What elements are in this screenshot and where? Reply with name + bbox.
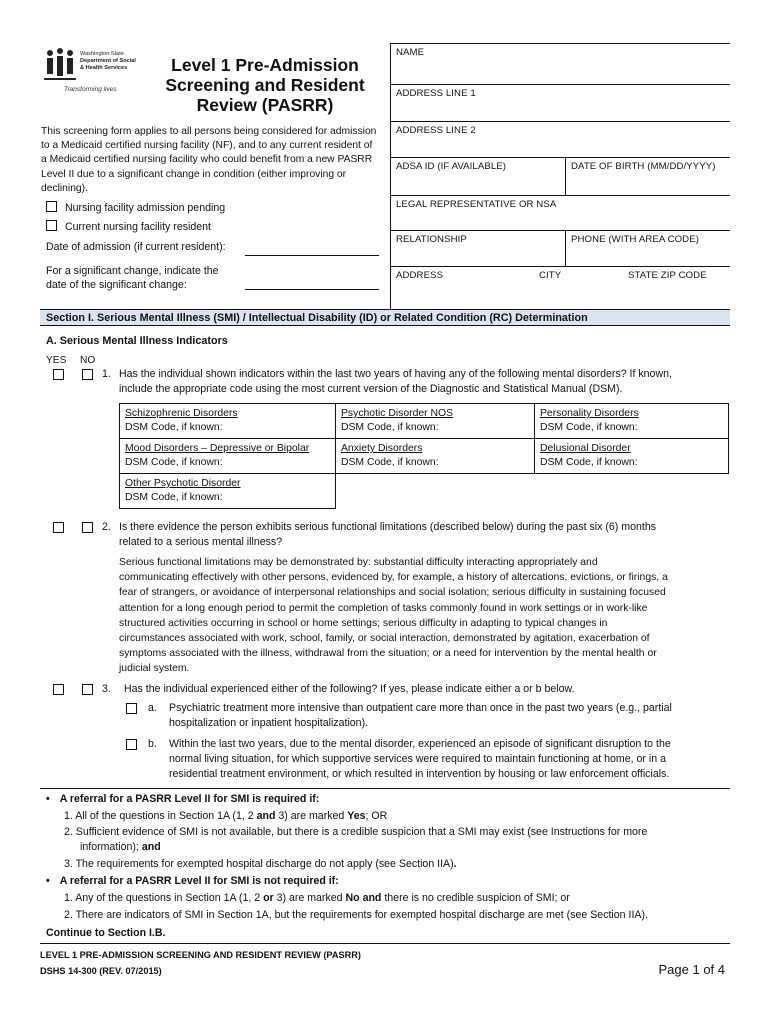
empty-cell [535,474,729,509]
not-required-item-1 [64,891,570,906]
continue-instruction: Continue to Section I.B. [46,927,166,939]
personality-label: Personality Disorders [540,408,639,419]
address-line-1-field[interactable] [390,84,730,121]
required-item-2 [64,825,724,855]
dsm-code-label: DSM Code, if known: [540,422,638,433]
req3-dot: . [453,858,457,870]
required-item-1 [64,809,387,824]
q3a-checkbox[interactable] [126,703,137,714]
q3-text: Has the individual experienced either of the following? If yes, please indicate either a or b below. [124,683,575,695]
significant-change-label [46,264,219,292]
nr1-pre: 1. Any of the questions in Section 1A (1, 2 [64,892,264,904]
q1-text-line-2: include the appropriate code using the most current version of the Diagnostic and Statistical Manual (DSM). [119,383,623,395]
option-admission-pending[interactable] [46,201,225,215]
q1-text-line-1: Has the individual shown indicators within the last two years of having any of the following mental disorders? If known, [119,368,672,380]
nr1-post: there is no credible suspicion of SMI; or [381,892,570,904]
admission-pending-label: Nursing facility admission pending [64,202,226,214]
q2-text [119,520,729,550]
delusional-cell[interactable] [535,439,729,474]
intro-paragraph: This screening form applies to all persons being considered for admission to a Medicaid certified nursing facility (NF), and to any current resident of a Medicaid certified nursing facility who could benefit from a new PASRR Level II due to a significant change in condition (either improving or declining). [41,126,377,194]
footer-form-title: LEVEL 1 PRE-ADMISSION SCREENING AND RESIDENT REVIEW (PASRR) [40,950,361,960]
req2-line-1: 2. Sufficient evidence of SMI is not available, but there is a credible suspicion that a SMI may exist (see Instructions for more [64,826,648,838]
logo-line-2: Department of Social [80,58,136,64]
req2-line-2-pre: information); [80,841,142,853]
referral-not-required-heading [46,874,339,889]
q3a-line-1: Psychiatric treatment more intensive than outpatient care more than once in the past two years (e.g., partial [169,702,672,714]
dshs-figures-icon [44,48,76,84]
limitations-line: judicial system. [119,663,190,675]
dsm-code-label: DSM Code, if known: [341,457,439,468]
limitations-line: attention for a long enough period to permit the completion of tasks commonly found in work settings or in work-like [119,602,648,614]
q2-number: 2. [102,521,111,533]
nr1-or: or [263,892,274,904]
dshs-logo [44,46,154,98]
logo-line-1: Washington State [80,51,124,57]
option-current-resident[interactable] [46,220,211,234]
dob-label: DATE OF BIRTH (MM/DD/YYYY) [571,161,716,172]
q3-yes-checkbox[interactable] [53,684,64,695]
req2-line-2 [64,840,724,855]
limitations-line: circumstances associated with work, school, family, or social interaction, demonstrated by agitation, exacerbation of [119,633,650,645]
address-line-2-field[interactable] [390,121,730,157]
anxiety-label: Anxiety Disorders [341,443,423,454]
logo-tagline: Transforming lives [64,86,117,93]
yes-column-header: YES [46,355,67,366]
significant-change-label-2: date of the significant change: [46,279,187,291]
req1-mid: 3) are marked [275,810,348,822]
dsm-code-label: DSM Code, if known: [540,457,638,468]
phone-label: PHONE (WITH AREA CODE) [571,234,699,245]
admission-pending-checkbox[interactable] [46,201,57,212]
referral-not-required-text: A referral for a PASRR Level II for SMI is not required if: [59,875,339,887]
req3-text: 3. The requirements for exempted hospital discharge do not apply (see Section IIA) [64,858,454,870]
form-title-line-2: Screening and Resident [165,75,365,95]
limitations-line: communicating effectively with other persons, evidenced by, for example, a history of altercations, evictions, or firings, a [119,572,668,584]
q3b-text [169,737,729,782]
significant-change-date-input[interactable] [245,289,379,290]
req1-post: ; OR [365,810,388,822]
current-resident-checkbox[interactable] [46,220,57,231]
q3a-text [169,701,729,731]
state-zip-label: STATE ZIP CODE [628,270,707,281]
other-psychotic-label: Other Psychotic Disorder [125,478,241,489]
empty-cell [336,474,535,509]
q3b-checkbox[interactable] [126,739,137,750]
limitations-line: symptoms associated with the illness, withdrawal from the situation; or a need for intervention by the mental health or [119,648,657,660]
referral-required-heading [46,792,319,807]
psychotic-nos-cell[interactable] [336,404,535,439]
current-resident-label: Current nursing facility resident [64,221,211,233]
q3b-line-3: residential treatment environment, or which resulted in intervention by housing or law enforcement officials. [169,768,670,780]
q1-number: 1. [102,368,111,380]
date-admission-input[interactable] [245,255,379,256]
footer-form-id: DSHS 14-300 (REV. 07/2015) [40,966,162,976]
significant-change-label-1: For a significant change, indicate the [46,265,219,277]
q3b-line-1: Within the last two years, due to the mental disorder, experienced an episode of significant disruption to the [169,738,671,750]
q3-no-checkbox[interactable] [82,684,93,695]
q3b-letter: b. [148,738,157,750]
mood-label: Mood Disorders – Depressive or Bipolar [125,443,310,454]
limitations-line: Serious functional limitations may be demonstrated by: substantial difficulty interacting appropriately and [119,557,598,568]
dsm-code-label: DSM Code, if known: [341,422,439,433]
logo-line-3: & Health Services [80,65,128,71]
q3-number: 3. [102,683,111,695]
city-label: CITY [539,270,562,281]
adsa-id-label: ADSA ID (IF AVAILABLE) [396,161,507,172]
anxiety-cell[interactable] [336,439,535,474]
required-item-3 [64,857,457,872]
q2-no-checkbox[interactable] [82,522,93,533]
address-line-2-label: ADDRESS LINE 2 [396,125,476,136]
referral-divider-bottom [40,943,730,944]
name-label: NAME [396,47,425,58]
form-title-line-1: Level 1 Pre-Admission [171,55,359,75]
address-field[interactable] [390,266,730,309]
limitations-line: fear of strangers, or avoidance of interpersonal relationships and social isolation; serious difficulty in sustaining focused [119,587,666,599]
referral-required-text: A referral for a PASRR Level II for SMI is required if: [59,793,320,805]
bullet-icon: • [46,793,50,805]
form-title [150,55,380,115]
section-1-header: Section I. Serious Mental Illness (SMI) / Intellectual Disability (ID) or Related Condition (RC) Determination [40,309,730,326]
schizophrenic-cell[interactable] [120,404,336,439]
req1-yes: Yes [347,810,366,822]
q3b-line-2: normal living situation, for which supportive services were required to maintain functioning at home, or in a [169,753,666,765]
phone-divider [565,230,566,266]
relationship-field[interactable] [390,230,565,266]
mental-disorders-table [119,403,729,509]
schizophrenic-label: Schizophrenic Disorders [125,408,238,419]
page-number: Page 1 of 4 [658,962,725,977]
address-line-1-label: ADDRESS LINE 1 [396,88,476,99]
name-field[interactable] [390,43,730,84]
subsection-a-title: A. Serious Mental Illness Indicators [46,335,228,347]
phone-field[interactable] [565,230,730,266]
bullet-icon: • [46,875,50,887]
personality-cell[interactable] [535,404,729,439]
q2-text-line-1: Is there evidence the person exhibits serious functional limitations (described below) during the past six (6) months [119,521,657,533]
limitations-line: structured activities occurring in school or home settings; serious difficulty in adapting to typical changes in [119,617,608,629]
functional-limitations-paragraph [119,555,731,677]
req1-and: and [256,810,276,822]
q3a-line-2: hospitalization or inpatient hospitalization). [169,717,369,729]
dsm-code-label: DSM Code, if known: [125,492,223,503]
q2-text-line-2: related to a serious mental illness? [119,536,283,548]
req2-and: and [141,841,161,853]
dob-divider [565,157,566,195]
no-column-header: NO [80,355,96,366]
not-required-item-2: 2. There are indicators of SMI in Section 1A, but the requirements for exempted hospital discharge are met (see Section IIA). [64,909,648,921]
req1-pre: 1. All of the questions in Section 1A (1, 2 [64,810,257,822]
mood-cell[interactable] [120,439,336,474]
date-admission-label: Date of admission (if current resident): [46,241,226,253]
legal-rep-label: LEGAL REPRESENTATIVE OR NSA [396,199,557,210]
nr1-mid: 3) are marked [273,892,346,904]
dsm-code-label: DSM Code, if known: [125,422,223,433]
referral-divider-top [40,788,730,789]
adsa-id-field[interactable] [390,157,565,195]
dsm-code-label: DSM Code, if known: [125,457,223,468]
psychotic-nos-label: Psychotic Disorder NOS [341,408,454,419]
dob-field[interactable] [565,157,730,195]
q3a-letter: a. [148,702,157,714]
relationship-label: RELATIONSHIP [396,234,467,245]
q1-yes-checkbox[interactable] [53,369,64,380]
q1-text [119,367,729,397]
address-label: ADDRESS [396,270,444,281]
form-title-line-3: Review (PASRR) [196,95,334,115]
q1-no-checkbox[interactable] [82,369,93,380]
nr1-noand: No and [345,892,382,904]
legal-rep-field[interactable] [390,195,730,230]
delusional-label: Delusional Disorder [540,443,631,454]
q2-yes-checkbox[interactable] [53,522,64,533]
other-psychotic-cell[interactable] [120,474,336,509]
